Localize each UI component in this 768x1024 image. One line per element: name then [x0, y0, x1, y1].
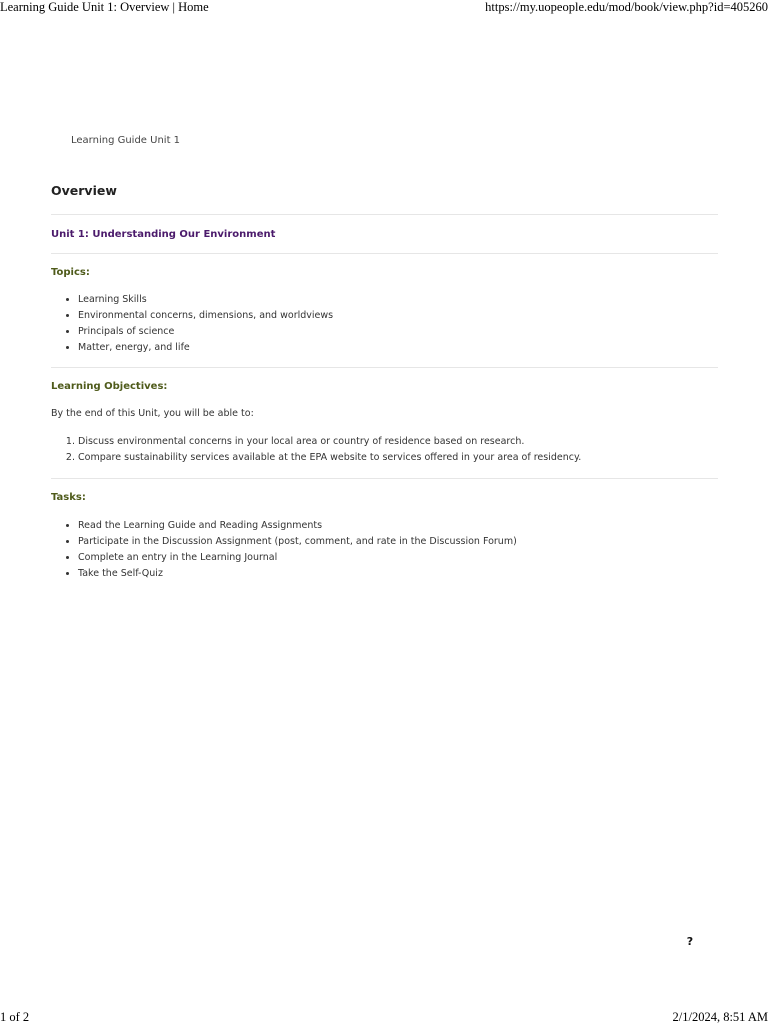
- list-item: • Participate in the Discussion Assignment (post, comment, and rate in the Discussion Forum): [78, 534, 718, 550]
- print-header-title: Learning Guide Unit 1: Overview | Home: [0, 0, 209, 14]
- list-item: • Learning Skills: [78, 292, 718, 308]
- print-footer: [0, 1008, 768, 1024]
- breadcrumb[interactable]: Learning Guide Unit 1: [71, 135, 181, 146]
- list-item: 1. Discuss environmental concerns in your local area or country of residence based on research.: [78, 434, 718, 450]
- unit-title: Unit 1: Understanding Our Environment: [51, 229, 276, 240]
- list-item: 2. Compare sustainability services available at the EPA website to services offered in your area of residency.: [78, 450, 718, 466]
- objectives-intro: By the end of this Unit, you will be able to:: [51, 408, 254, 419]
- print-header: [0, 0, 768, 16]
- objectives-section: [51, 368, 718, 466]
- book-content: [51, 183, 718, 582]
- objectives-list: [51, 434, 718, 466]
- tasks-list: [51, 518, 718, 582]
- page-title: Overview: [51, 183, 117, 198]
- list-item: • Environmental concerns, dimensions, and worldviews: [78, 308, 718, 324]
- page-count: 1 of 2: [0, 1010, 30, 1024]
- tasks-section: [51, 479, 718, 582]
- topics-heading: Topics:: [51, 267, 90, 278]
- list-item: • Complete an entry in the Learning Journal: [78, 550, 718, 566]
- list-item: • Principals of science: [78, 324, 718, 340]
- print-header-url: https://my.uopeople.edu/mod/book/view.php?id=405260: [485, 0, 768, 14]
- list-item: • Take the Self-Quiz: [78, 566, 718, 582]
- list-item: • Read the Learning Guide and Reading Assignments: [78, 518, 718, 534]
- objectives-heading: Learning Objectives:: [51, 381, 168, 392]
- question-icon[interactable]: ?: [686, 935, 694, 948]
- list-item: • Matter, energy, and life: [78, 340, 718, 356]
- tasks-heading: Tasks:: [51, 492, 86, 503]
- topics-section: [51, 254, 718, 356]
- topics-list: [51, 292, 718, 356]
- print-datetime: 2/1/2024, 8:51 AM: [672, 1010, 768, 1024]
